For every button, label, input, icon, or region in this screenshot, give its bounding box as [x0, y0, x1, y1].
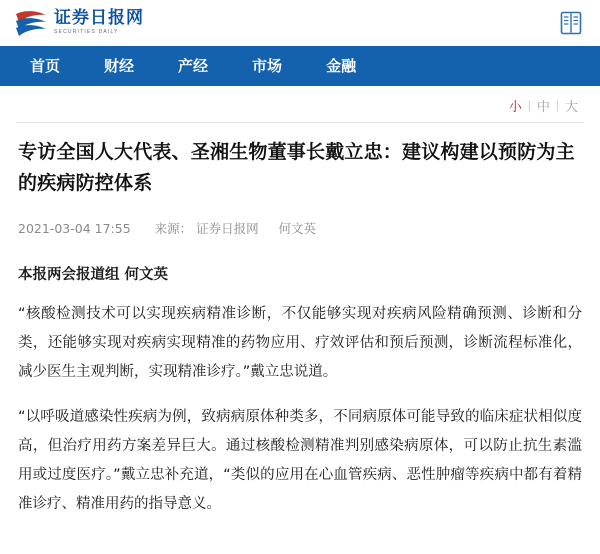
- font-size-separator-2: |: [555, 98, 559, 112]
- meta-spacer: [139, 221, 147, 236]
- nav-item-industry[interactable]: 产经: [178, 57, 209, 75]
- nav-item-market[interactable]: 市场: [252, 57, 283, 75]
- font-size-separator-1: |: [527, 98, 531, 112]
- font-size-medium-button[interactable]: 中: [536, 99, 550, 115]
- article-meta: [18, 219, 582, 237]
- page-title: 专访全国人大代表、圣湘生物董事长戴立忠：建议构建以预防为主的疾病防控体系: [18, 141, 575, 194]
- nav-item-home[interactable]: 首页: [30, 57, 61, 75]
- nav-item-banking[interactable]: 金融: [326, 57, 357, 75]
- article-source-label: 来源：: [154, 221, 193, 236]
- newspaper-icon[interactable]: [560, 11, 582, 35]
- securities-daily-logo-icon: [14, 8, 48, 38]
- site-header: [0, 0, 600, 46]
- logo-text-en: SECURITIES DAILY: [54, 29, 119, 35]
- font-size-small-button[interactable]: 小: [508, 99, 522, 115]
- article-author: 何文英: [278, 221, 317, 236]
- article-paragraph-1: “核酸检测技术可以实现疾病精准诊断，不仅能够实现对疾病风险精确预测、诊断和分类，还能够实现对疾病实现精准的药物应用、疗效评估和预后预测，诊断流程标准化，减少医生主观判断，实现精准诊疗。”戴立忠说道。: [18, 306, 582, 380]
- article-source[interactable]: 证券日报网: [196, 221, 259, 236]
- font-size-large-button[interactable]: 大: [564, 99, 578, 115]
- article-date: 2021-03-04 17:55: [18, 221, 131, 236]
- font-size-switch: [0, 90, 600, 120]
- article-paragraph-2: “以呼吸道感染性疾病为例，致病病原体种类多，不同病原体可能导致的临床症状相似度高，但治疗用药方案差异巨大。通过核酸检测精准判别感染病原体，可以防止抗生素滥用或过度医疗。”戴立忠补充道，“类似的应用在心血管疾病、恶性肿瘤等疾病中都有着精准诊疗、精准用药的指导意义。: [18, 409, 582, 512]
- meta-spacer-2: [267, 221, 271, 236]
- nav-item-finance[interactable]: 财经: [104, 57, 135, 75]
- article-body: [0, 123, 600, 519]
- header-actions: [560, 11, 582, 35]
- site-logo[interactable]: [14, 8, 144, 38]
- article-byline: 本报两会报道组 何文英: [18, 267, 169, 283]
- logo-text-cn: 证券日报网: [54, 8, 144, 28]
- main-nav: [0, 46, 600, 86]
